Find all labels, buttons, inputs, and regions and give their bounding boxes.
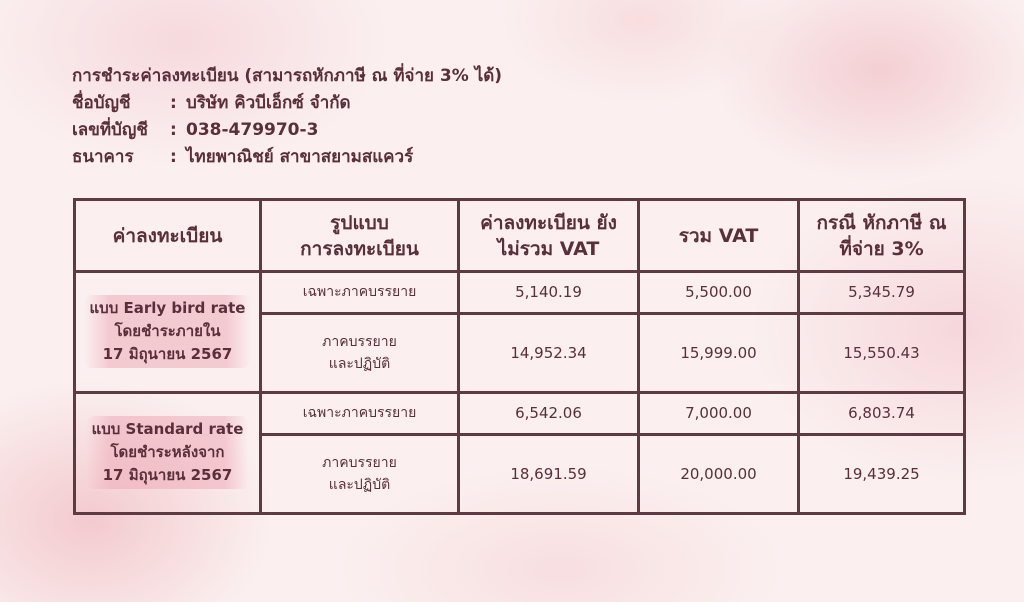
format-cell: เฉพาะภาคบรรยาย: [261, 392, 459, 434]
format-cell: ภาคบรรยาย และปฏิบัติ: [261, 434, 459, 513]
header-withholding: กรณี หักภาษี ณ ที่จ่าย 3%: [799, 200, 965, 272]
payment-title: การชำระค่าลงทะเบียน (สามารถหักภาษี ณ ที่จ่าย 3% ได้): [72, 66, 503, 86]
account-number-label: เลขที่บัญชี: [72, 120, 148, 140]
incl-vat-cell: 20,000.00: [639, 434, 799, 513]
format-cell: ภาคบรรยาย และปฏิบัติ: [261, 313, 459, 392]
header-incl-vat: รวม VAT: [639, 200, 799, 272]
account-name-value: บริษัท คิวบีเอ็กซ์ จำกัด: [186, 93, 351, 113]
withholding-cell: 19,439.25: [799, 434, 965, 513]
account-number-value: 038-479970-3: [186, 120, 319, 140]
header-fee: ค่าลงทะเบียน: [75, 200, 261, 272]
table-row: [75, 272, 965, 314]
table-header-row: [75, 200, 965, 272]
fee-table: [73, 198, 966, 515]
account-name-row: ชื่อบัญชี : บริษัท คิวบีเอ็กซ์ จำกัด: [72, 90, 502, 117]
excl-vat-cell: 5,140.19: [459, 272, 639, 314]
tier-standard: แบบ Standard rate โดยชำระหลังจาก 17 มิถุนายน 2567: [75, 392, 261, 513]
withholding-cell: 5,345.79: [799, 272, 965, 314]
excl-vat-cell: 18,691.59: [459, 434, 639, 513]
excl-vat-cell: 6,542.06: [459, 392, 639, 434]
withholding-cell: 6,803.74: [799, 392, 965, 434]
bank-value: ไทยพาณิชย์ สาขาสยามสแควร์: [186, 147, 414, 167]
bank-row: ธนาคาร : ไทยพาณิชย์ สาขาสยามสแควร์: [72, 144, 502, 171]
header-format: รูปแบบ การลงทะเบียน: [261, 200, 459, 272]
excl-vat-cell: 14,952.34: [459, 313, 639, 392]
account-number-row: เลขที่บัญชี : 038-479970-3: [72, 117, 502, 144]
incl-vat-cell: 7,000.00: [639, 392, 799, 434]
table-row: [75, 392, 965, 434]
payment-info: [72, 63, 502, 171]
bank-label: ธนาคาร: [72, 147, 134, 167]
format-cell: เฉพาะภาคบรรยาย: [261, 272, 459, 314]
incl-vat-cell: 15,999.00: [639, 313, 799, 392]
withholding-cell: 15,550.43: [799, 313, 965, 392]
header-excl-vat: ค่าลงทะเบียน ยัง ไม่รวม VAT: [459, 200, 639, 272]
account-name-label: ชื่อบัญชี: [72, 93, 131, 113]
tier-early-bird: แบบ Early bird rate โดยชำระภายใน 17 มิถุนายน 2567: [75, 272, 261, 393]
incl-vat-cell: 5,500.00: [639, 272, 799, 314]
